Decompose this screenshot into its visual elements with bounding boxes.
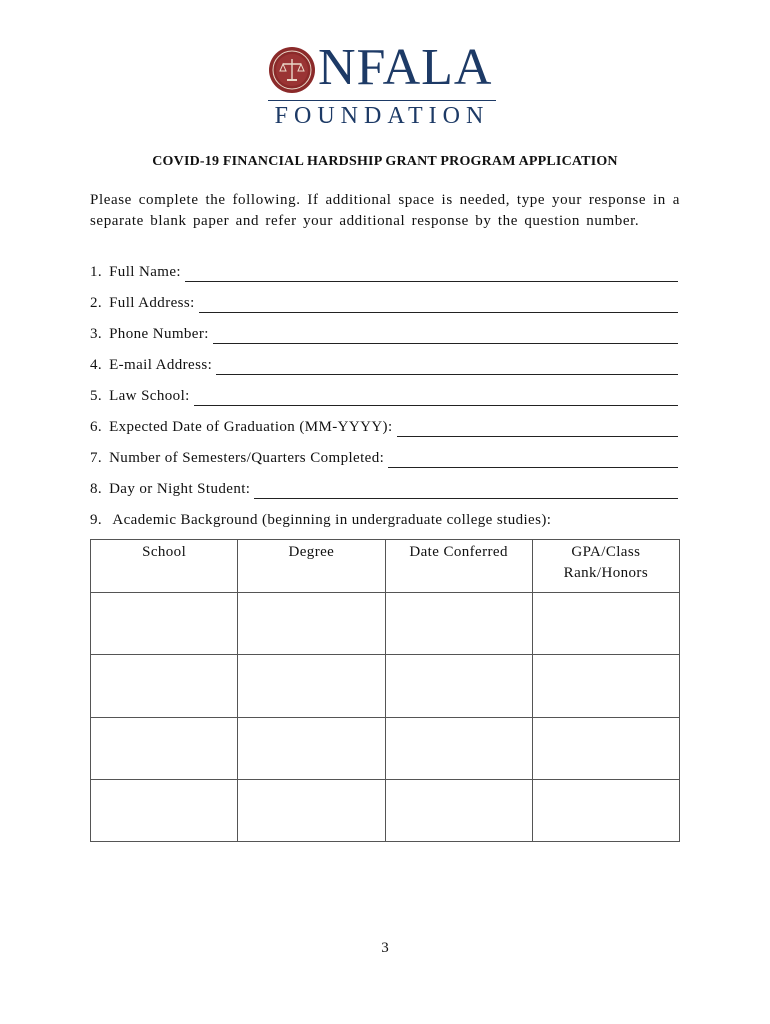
question-day-or-night xyxy=(90,479,678,499)
header-degree: Degree xyxy=(238,540,385,593)
question-label: Full Address: xyxy=(109,295,195,311)
question-label: Day or Night Student: xyxy=(109,481,251,497)
question-email-address xyxy=(90,355,678,375)
page-number: 3 xyxy=(381,940,389,956)
nfala-foundation-logo xyxy=(268,39,500,129)
question-law-school xyxy=(90,386,678,406)
academic-background-table xyxy=(90,539,680,842)
question-label: Academic Background (beginning in undergraduate college studies): xyxy=(112,512,552,528)
question-number: 4. xyxy=(90,357,103,373)
question-academic-background xyxy=(90,510,690,530)
question-number: 5. xyxy=(90,388,103,404)
table-cell[interactable] xyxy=(238,717,385,779)
form-title: COVID-19 FINANCIAL HARDSHIP GRANT PROGRAM APPLICATION xyxy=(152,154,618,169)
question-label: Number of Semesters/Quarters Completed: xyxy=(109,450,385,466)
table-cell[interactable] xyxy=(385,779,532,841)
logo-name: NFALA xyxy=(318,39,493,96)
table-cell[interactable] xyxy=(238,655,385,717)
header-date-conferred: Date Conferred xyxy=(385,540,532,593)
question-number: 2. xyxy=(90,295,103,311)
table-cell[interactable] xyxy=(91,717,238,779)
question-number: 7. xyxy=(90,450,103,466)
question-number: 9. xyxy=(90,512,103,528)
seal-icon xyxy=(268,46,316,94)
table-cell[interactable] xyxy=(532,717,679,779)
table-cell[interactable] xyxy=(91,779,238,841)
question-label: Law School: xyxy=(109,388,190,404)
table-cell[interactable] xyxy=(532,779,679,841)
day-or-night-field[interactable] xyxy=(254,482,678,499)
question-full-address xyxy=(90,293,678,313)
law-school-field[interactable] xyxy=(194,389,678,406)
table-row xyxy=(91,779,680,841)
table-cell[interactable] xyxy=(91,593,238,655)
question-number: 6. xyxy=(90,419,103,435)
question-number: 3. xyxy=(90,326,103,342)
table-cell[interactable] xyxy=(238,593,385,655)
question-label: Phone Number: xyxy=(109,326,209,342)
semesters-completed-field[interactable] xyxy=(388,451,678,468)
table-cell[interactable] xyxy=(91,655,238,717)
header-school: School xyxy=(91,540,238,593)
table-cell[interactable] xyxy=(238,779,385,841)
table-cell[interactable] xyxy=(385,593,532,655)
logo-subtitle: FOUNDATION xyxy=(274,103,490,129)
question-number: 8. xyxy=(90,481,103,497)
full-name-field[interactable] xyxy=(185,265,678,282)
question-number: 1. xyxy=(90,264,103,280)
question-label: E-mail Address: xyxy=(109,357,213,373)
table-row xyxy=(91,593,680,655)
phone-number-field[interactable] xyxy=(213,327,678,344)
question-semesters-completed xyxy=(90,448,678,468)
full-address-field[interactable] xyxy=(199,296,678,313)
table-row xyxy=(91,717,680,779)
form-instructions: Please complete the following. If additional space is needed, type your response in a separate blank paper and refer your additional response by the question number. xyxy=(90,192,680,229)
question-phone-number xyxy=(90,324,678,344)
header-gpa-class-rank-honors: GPA/Class Rank/Honors xyxy=(532,540,679,593)
question-label: Expected Date of Graduation (MM-YYYY): xyxy=(109,419,393,435)
email-address-field[interactable] xyxy=(216,358,678,375)
question-label: Full Name: xyxy=(109,264,181,280)
question-expected-graduation xyxy=(90,417,678,437)
table-cell[interactable] xyxy=(532,593,679,655)
question-full-name xyxy=(90,262,678,282)
table-row xyxy=(91,655,680,717)
expected-graduation-field[interactable] xyxy=(397,420,678,437)
table-cell[interactable] xyxy=(532,655,679,717)
table-cell[interactable] xyxy=(385,655,532,717)
table-cell[interactable] xyxy=(385,717,532,779)
table-header-row xyxy=(91,540,680,593)
